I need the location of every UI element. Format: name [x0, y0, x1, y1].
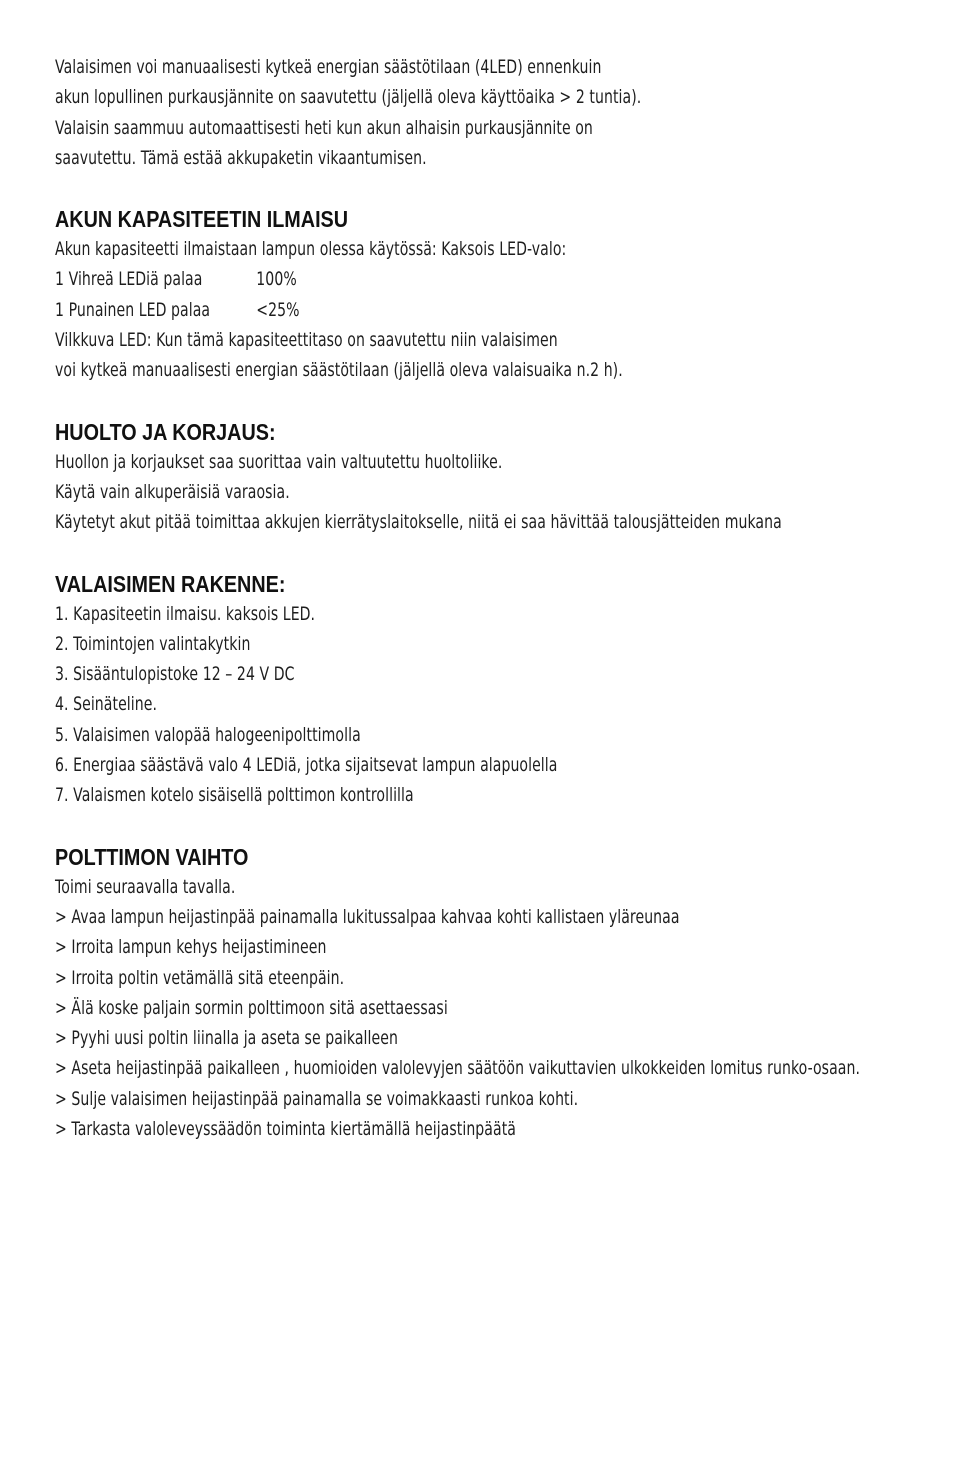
- capacity-row-label: 1 Vihreä LEDiä palaa: [55, 268, 203, 291]
- bulb-step: > Aseta heijastinpää paikalleen , huomioiden valolevyjen säätöön vaikuttavien ulkokkeiden lomitus runko-osaan.: [55, 1057, 861, 1080]
- bulb-intro: Toimi seuraavalla tavalla.: [55, 875, 236, 898]
- capacity-row-value: 100%: [256, 268, 297, 291]
- intro-line: Valaisimen voi manuaalisesti kytkeä energian säästötilaan (4LED) ennenkuin: [55, 56, 602, 78]
- bulb-step: > Älä koske paljain sormin polttimoon sitä asettaessasi: [55, 996, 448, 1019]
- structure-item: 5. Valaisimen valopää halogeenipolttimolla: [55, 723, 361, 746]
- bulb-step: > Irroita lampun kehys heijastimineen: [55, 936, 327, 959]
- capacity-section: [55, 204, 935, 385]
- capacity-row-green: [55, 264, 706, 294]
- structure-item: 4. Seinäteline.: [55, 693, 158, 716]
- capacity-row-red: [55, 295, 706, 325]
- capacity-text: voi kytkeä manuaalisesti energian säästötilaan (jäljellä oleva valaisuaika n.2 h).: [55, 359, 623, 382]
- structure-heading: VALAISIMEN RAKENNE:: [55, 570, 286, 597]
- bulb-step: > Sulje valaisimen heijastinpää painamalla se voimakkaasti runkoa kohti.: [55, 1087, 579, 1110]
- structure-item: 7. Valaismen kotelo sisäisellä polttimon kontrollilla: [55, 784, 414, 807]
- capacity-text: Akun kapasiteetti ilmaistaan lampun olessa käytössä: Kaksois LED-valo:: [55, 238, 567, 261]
- document-page: [55, 52, 935, 1144]
- service-line: Huollon ja korjaukset saa suorittaa vain valtuutettu huoltoliike.: [55, 450, 503, 473]
- service-section: [55, 417, 935, 538]
- structure-item: 3. Sisääntulopistoke 12 – 24 V DC: [55, 663, 295, 686]
- capacity-heading: AKUN KAPASITEETIN ILMAISU: [55, 206, 349, 233]
- capacity-row-value: <25%: [256, 298, 300, 321]
- structure-section: [55, 569, 935, 811]
- bulb-step: > Tarkasta valoleveyssäädön toiminta kiertämällä heijastinpäätä: [55, 1118, 516, 1141]
- intro-section: [55, 52, 935, 173]
- bulb-step: > Avaa lampun heijastinpää painamalla lukitussalpaa kahvaa kohti kallistaen yläreunaa: [55, 905, 680, 928]
- structure-item: 1. Kapasiteetin ilmaisu. kaksois LED.: [55, 602, 316, 625]
- structure-item: 6. Energiaa säästävä valo 4 LEDiä, jotka sijaitsevat lampun alapuolella: [55, 754, 558, 777]
- capacity-row-label: 1 Punainen LED palaa: [55, 298, 211, 321]
- bulb-step: > Irroita poltin vetämällä sitä eteenpäin.: [55, 966, 345, 989]
- structure-item: 2. Toimintojen valintakytkin: [55, 632, 251, 655]
- capacity-text: Vilkkuva LED: Kun tämä kapasiteettitaso on saavutettu niin valaisimen: [55, 329, 558, 352]
- intro-line: akun lopullinen purkausjännite on saavutettu (jäljellä oleva käyttöaika > 2 tuntia).: [55, 86, 642, 109]
- bulb-section: [55, 842, 935, 1145]
- bulb-heading: POLTTIMON VAIHTO: [55, 843, 249, 870]
- intro-line: saavutettu. Tämä estää akkupaketin vikaantumisen.: [55, 146, 427, 169]
- service-line: Käytetyt akut pitää toimittaa akkujen kierrätyslaitokselle, niitä ei saa hävittää talousjätteiden mukana: [55, 511, 782, 534]
- service-heading: HUOLTO JA KORJAUS:: [55, 418, 276, 445]
- bulb-step: > Pyyhi uusi poltin liinalla ja aseta se paikalleen: [55, 1027, 398, 1050]
- service-line: Käytä vain alkuperäisiä varaosia.: [55, 480, 290, 503]
- intro-line: Valaisin saammuu automaattisesti heti kun akun alhaisin purkausjännite on: [55, 116, 593, 139]
